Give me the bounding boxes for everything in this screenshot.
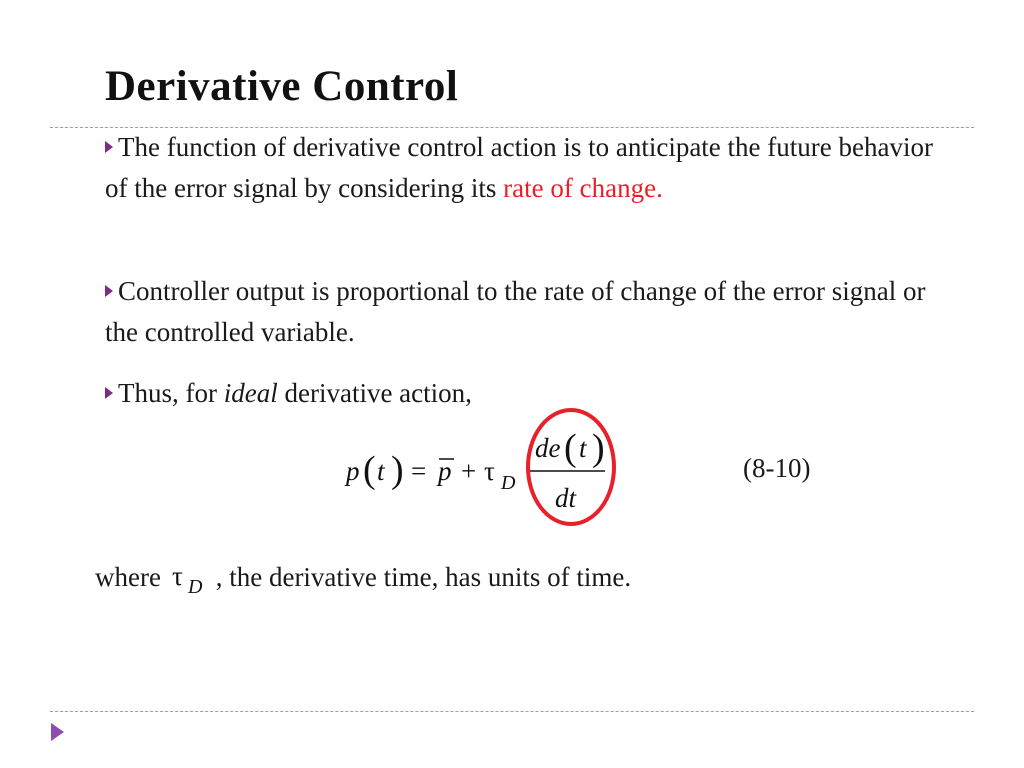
eq-denominator-dt: dt [555, 483, 577, 513]
bullet-triangle-icon [105, 285, 113, 297]
equation-number: (8-10) [743, 453, 811, 483]
slide-title: Derivative Control [105, 63, 459, 110]
bullet-3-text-before: Thus, for [118, 378, 224, 408]
eq-num-rparen: ) [592, 427, 605, 469]
bullet-triangle-icon [105, 141, 113, 153]
next-slide-triangle-icon[interactable] [51, 723, 64, 741]
bullet-item-2 [105, 271, 950, 353]
ideal-italic: ideal [223, 378, 278, 408]
where-tau-block [168, 557, 216, 597]
bottom-divider [50, 711, 974, 712]
where-tau: τ [171, 561, 183, 591]
bullet-1-text: The function of derivative control action is to anticipate the future behavior of the error signal by considering its [105, 132, 933, 203]
bullet-triangle-icon [105, 387, 113, 399]
where-tau-symbol [168, 557, 216, 597]
eq-numerator-t: t [579, 433, 587, 463]
eq-rparen: ) [391, 449, 404, 491]
rate-of-change-highlight: rate of change. [503, 173, 663, 203]
bullet-2-text: Controller output is proportional to the rate of change of the error signal or the controlled variable. [105, 276, 926, 347]
where-suffix: , the derivative time, has units of time. [215, 562, 632, 592]
bullet-item-1 [105, 127, 950, 209]
where-sentence [95, 557, 631, 597]
eq-t: t [377, 456, 385, 486]
bullet-item-3 [105, 373, 950, 414]
eq-p: p [346, 456, 360, 486]
where-prefix: where [95, 562, 168, 592]
eq-num-lparen: ( [564, 427, 577, 469]
eq-tau: τ [484, 456, 495, 486]
eq-pbar: p [438, 456, 452, 486]
eq-plus: + [461, 456, 477, 486]
where-tau-subscript: D [187, 576, 203, 597]
eq-lparen: ( [363, 449, 376, 491]
eq-tau-subscript: D [501, 472, 516, 494]
eq-equals: = [411, 456, 427, 486]
bullet-3-text-after: derivative action, [277, 378, 472, 408]
highlight-circle [528, 410, 614, 524]
eq-numerator-de: de [535, 433, 561, 463]
